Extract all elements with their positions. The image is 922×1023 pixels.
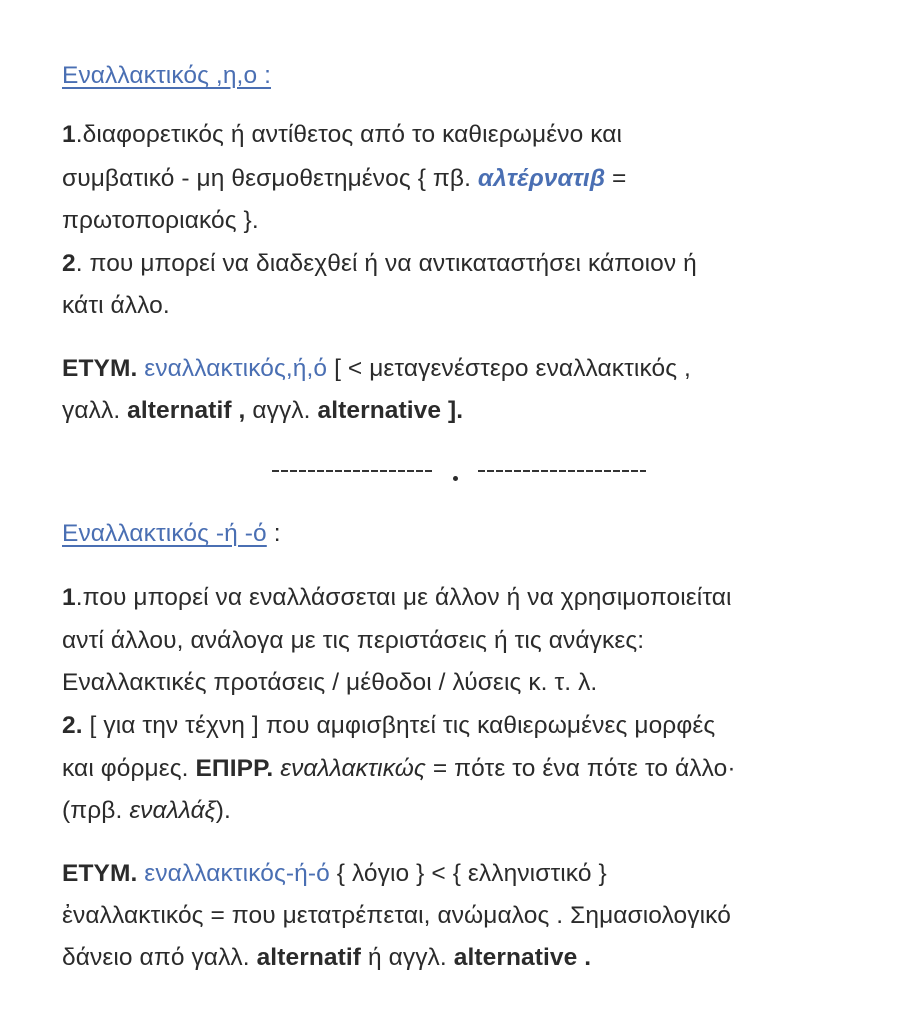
entry1-def1-term: αλτέρνατιβ: [477, 165, 606, 192]
entry2-etym-line3: [62, 944, 591, 972]
entry1-etym-aggl: αγγλ.: [245, 397, 318, 424]
entry1-etym-alternative: alternative ].: [317, 397, 464, 424]
entry2-compare-close: ).: [215, 797, 231, 824]
entry2-heading-colon: :: [266, 520, 281, 547]
separator-dot: [453, 476, 458, 481]
entry1-etym-line2: [62, 397, 463, 425]
entry2-def2-line1: [62, 712, 715, 740]
entry1-heading: Εναλλακτικός ,η,ο :: [62, 62, 271, 89]
entry2-def2-line3: [62, 797, 231, 825]
separator-left: [272, 470, 432, 472]
entry2-def1-line3: Εναλλακτικές προτάσεις / μέθοδοι / λύσεις κ. τ. λ.: [62, 669, 598, 696]
entry1-etym-alternatif: alternatif ,: [127, 397, 246, 424]
entry2-etym-daneio: δάνειο από γαλλ.: [62, 944, 257, 971]
entry1-def2-text1: . που μπορεί να διαδεχθεί ή να αντικαταστήσει κάποιον ή: [75, 250, 697, 277]
entry1-def1-line3: πρωτοποριακός }.: [62, 207, 259, 234]
entry2-etym-alternatif: alternatif: [256, 944, 362, 971]
entry2-compare-open: (πρβ.: [62, 797, 130, 824]
entry1-etym-gall: γαλλ.: [62, 397, 128, 424]
entry1-def1-line1: [62, 121, 622, 149]
entry1-etym-word: εναλλακτικός,ή,ό: [144, 355, 328, 382]
entry2-etym-word: εναλλακτικός-ή-ό: [144, 860, 330, 887]
entry2-etym-alternative: alternative .: [453, 944, 592, 971]
entry1-def1-line2: [62, 165, 626, 193]
entry2-heading-line: [62, 520, 281, 548]
entry2-adverb-label: ΕΠΙΡΡ.: [195, 755, 274, 782]
entry2-etym-line2: ἐναλλακτικός = που μετατρέπεται, ανώμαλος . Σημασιολογικό: [62, 902, 731, 929]
entry2-adverb-word: εναλλακτικώς: [280, 755, 426, 782]
entry1-etym-rest: [ < μεταγενέστερο εναλλακτικός ,: [327, 355, 691, 382]
entry1-def1-text2: συμβατικό - μη θεσμοθετημένος { πβ.: [62, 165, 478, 192]
entry2-def2-line2: [62, 755, 736, 783]
entry2-def1-line1: [62, 584, 732, 612]
entry2-etym-label: ΕΤΥΜ.: [62, 860, 138, 887]
entry2-def1-line2: αντί άλλου, ανάλογα με τις περιστάσεις ή τις ανάγκες:: [62, 627, 645, 654]
entry1-etym-label: ΕΤΥΜ.: [62, 355, 138, 382]
entry1-def2-line2: κάτι άλλο.: [62, 292, 170, 319]
entry2-etym-rest: { λόγιο } < { ελληνιστικό }: [329, 860, 607, 887]
entry2-def2-number: 2.: [62, 712, 83, 739]
entry2-compare-word: εναλλάξ: [129, 797, 216, 824]
entry2-def2-text1: [ για την τέχνη ] που αμφισβητεί τις καθιερωμένες μορφές: [82, 712, 716, 739]
entry2-def2-text2: και φόρμες.: [62, 755, 196, 782]
entry2-adverb-meaning: = πότε το ένα πότε το άλλο·: [425, 755, 736, 782]
entry2-etym-line1: [62, 860, 607, 888]
entry2-heading: Εναλλακτικός -ή -ό: [62, 520, 267, 547]
separator-right: [478, 470, 646, 472]
entry1-def1-number: 1: [62, 121, 76, 148]
entry1-etym-line1: [62, 355, 691, 383]
entry1-def2-number: 2: [62, 250, 76, 277]
entry1-def1-text1: .διαφορετικός ή αντίθετος από το καθιερωμένο και: [75, 121, 623, 148]
entry2-etym-aggl: ή αγγλ.: [361, 944, 454, 971]
entry2-def1-text1: .που μπορεί να εναλλάσσεται με άλλον ή να χρησιμοποιείται: [75, 584, 732, 611]
entry2-def1-number: 1: [62, 584, 76, 611]
entry1-def1-equals: =: [605, 165, 627, 192]
entry1-def2-line1: [62, 250, 697, 278]
